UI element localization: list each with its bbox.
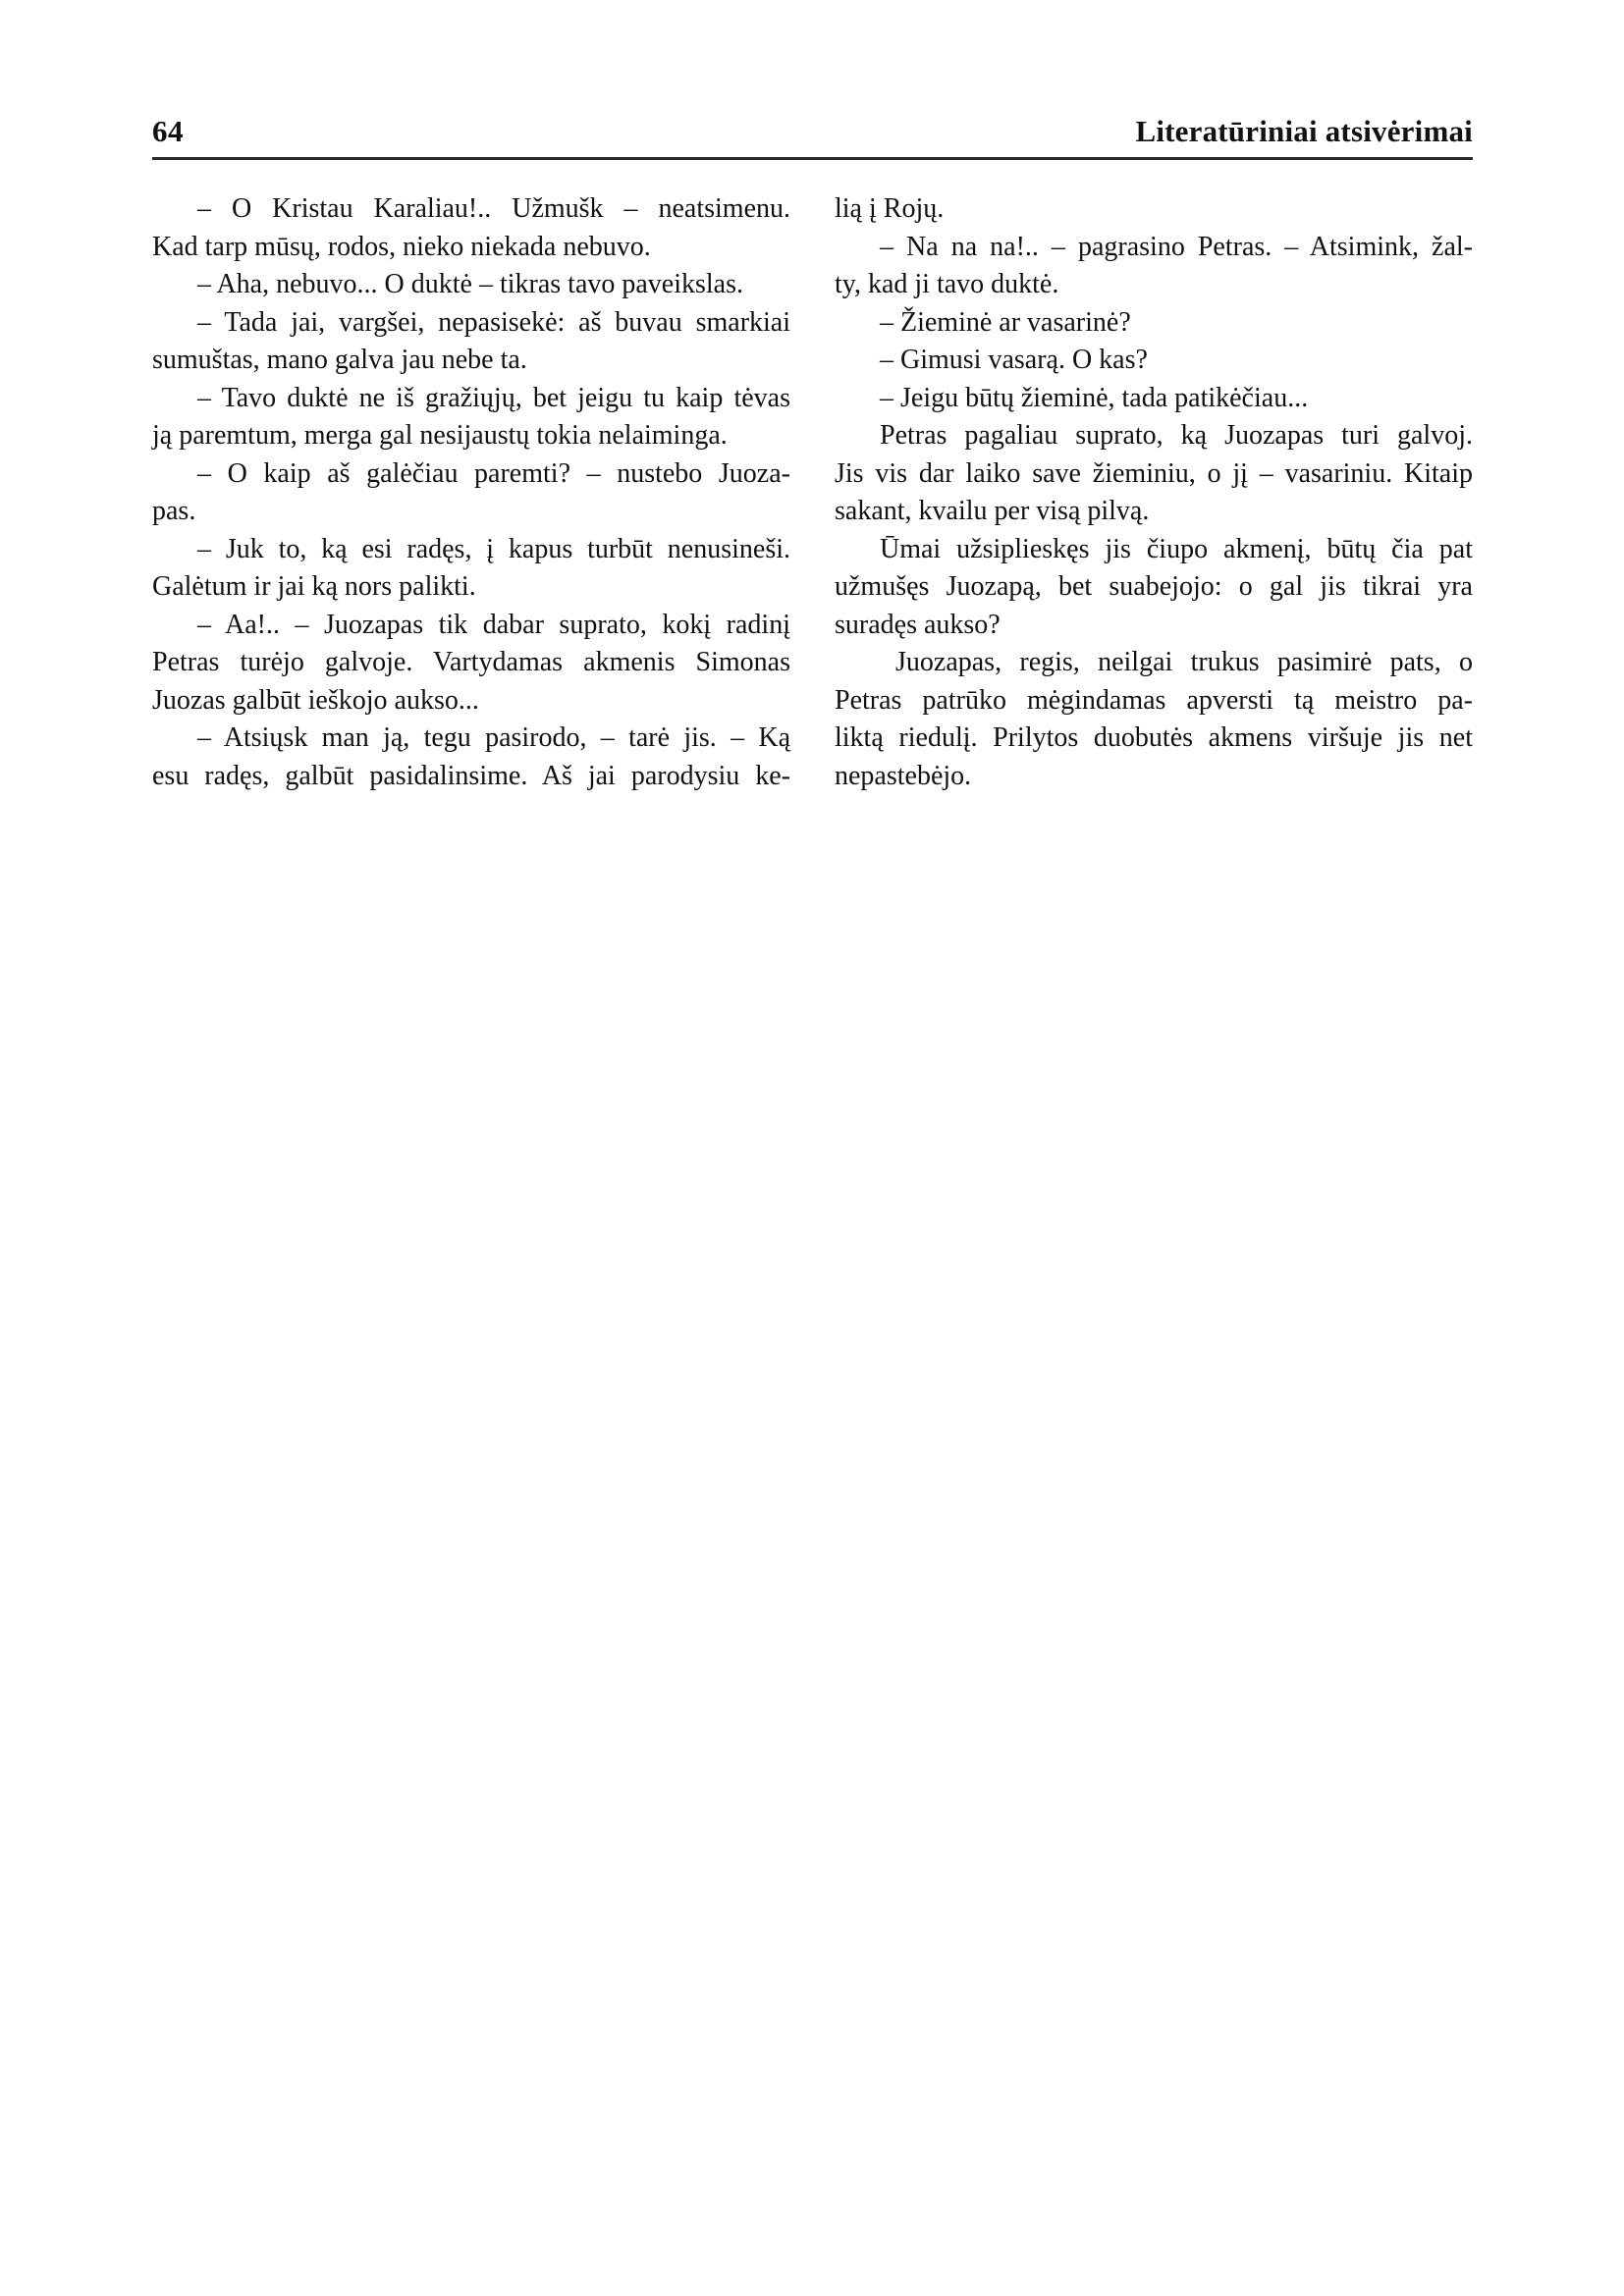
text-line: liktą riedulį. Prilytos duobutės akmens viršuje jis net xyxy=(835,722,1473,753)
text-line: Ūmai užsiplieskęs jis čiupo akmenį, būtų čia pat xyxy=(880,533,1473,564)
text-line: ty, kad ji tavo duktė. xyxy=(835,269,1059,299)
text-line: Petras turėjo galvoje. Vartydamas akmenis Simonas xyxy=(152,647,790,677)
text-line: – Aa!.. – Juozapas tik dabar suprato, kokį radinį xyxy=(197,609,790,640)
text-line: esu radęs, galbūt pasidalinsime. Aš jai parodysiu ke- xyxy=(152,760,790,791)
running-header-title: Literatūriniai atsivėrimai xyxy=(1135,114,1473,148)
text-line: sakant, kvailu per visą pilvą. xyxy=(835,496,1150,526)
text-line: sumuštas, mano galva jau nebe ta. xyxy=(152,345,527,375)
text-line: užmušęs Juozapą, bet suabejojo: o gal jis tikrai yra xyxy=(835,571,1473,602)
page-header xyxy=(152,0,1473,151)
text-line: lią į Rojų. xyxy=(835,193,945,224)
text-line: – Juk to, ką esi radęs, į kapus turbūt nenusineši. xyxy=(197,533,790,564)
text-line: Galėtum ir jai ką nors palikti. xyxy=(152,571,476,602)
text-line: – Na na na!.. – pagrasino Petras. – Atsimink, žal- xyxy=(880,231,1473,262)
text-line: – Žieminė ar vasarinė? xyxy=(880,306,1131,338)
page-number: 64 xyxy=(152,114,184,148)
text-line: Petras patrūko mėgindamas apversti tą meistro pa- xyxy=(835,684,1473,716)
text-line: Juozapas, regis, neilgai trukus pasimirė pats, o xyxy=(895,647,1473,677)
text-line: nepastebėjo. xyxy=(835,760,972,791)
header-rule xyxy=(152,157,1473,160)
text-line: Kad tarp mūsų, rodos, nieko niekada nebuvo. xyxy=(152,231,651,262)
text-line: ją paremtum, merga gal nesijaustų tokia nelaiminga. xyxy=(152,420,728,451)
text-line: Petras pagaliau suprato, ką Juozapas turi galvoj. xyxy=(880,420,1473,451)
text-line: – O Kristau Karaliau!.. Užmušk – neatsimenu. xyxy=(197,193,790,224)
text-line: suradęs aukso? xyxy=(835,609,1001,640)
text-line: – Tavo duktė ne iš gražiųjų, bet jeigu tu kaip tėvas xyxy=(197,382,790,413)
text-body xyxy=(152,190,1473,795)
text-line: – O kaip aš galėčiau paremti? – nustebo Juoza- xyxy=(197,457,790,489)
text-line: – Atsiųsk man ją, tegu pasirodo, – tarė jis. – Ką xyxy=(197,722,790,753)
text-line: Jis vis dar laiko save žieminiu, o jį – vasariniu. Kitaip xyxy=(835,457,1473,489)
text-line: – Jeigu būtų žieminė, tada patikėčiau... xyxy=(880,382,1309,413)
text-line: Juozas galbūt ieškojo aukso... xyxy=(152,684,479,716)
text-line: – Aha, nebuvo... O duktė – tikras tavo paveikslas. xyxy=(197,269,744,299)
text-line: pas. xyxy=(152,496,196,526)
text-column-left xyxy=(152,190,790,795)
text-column-right xyxy=(835,190,1473,795)
text-line: – Gimusi vasarą. O kas? xyxy=(880,345,1148,375)
text-line: – Tada jai, vargšei, nepasisekė: aš buvau smarkiai xyxy=(197,306,790,338)
